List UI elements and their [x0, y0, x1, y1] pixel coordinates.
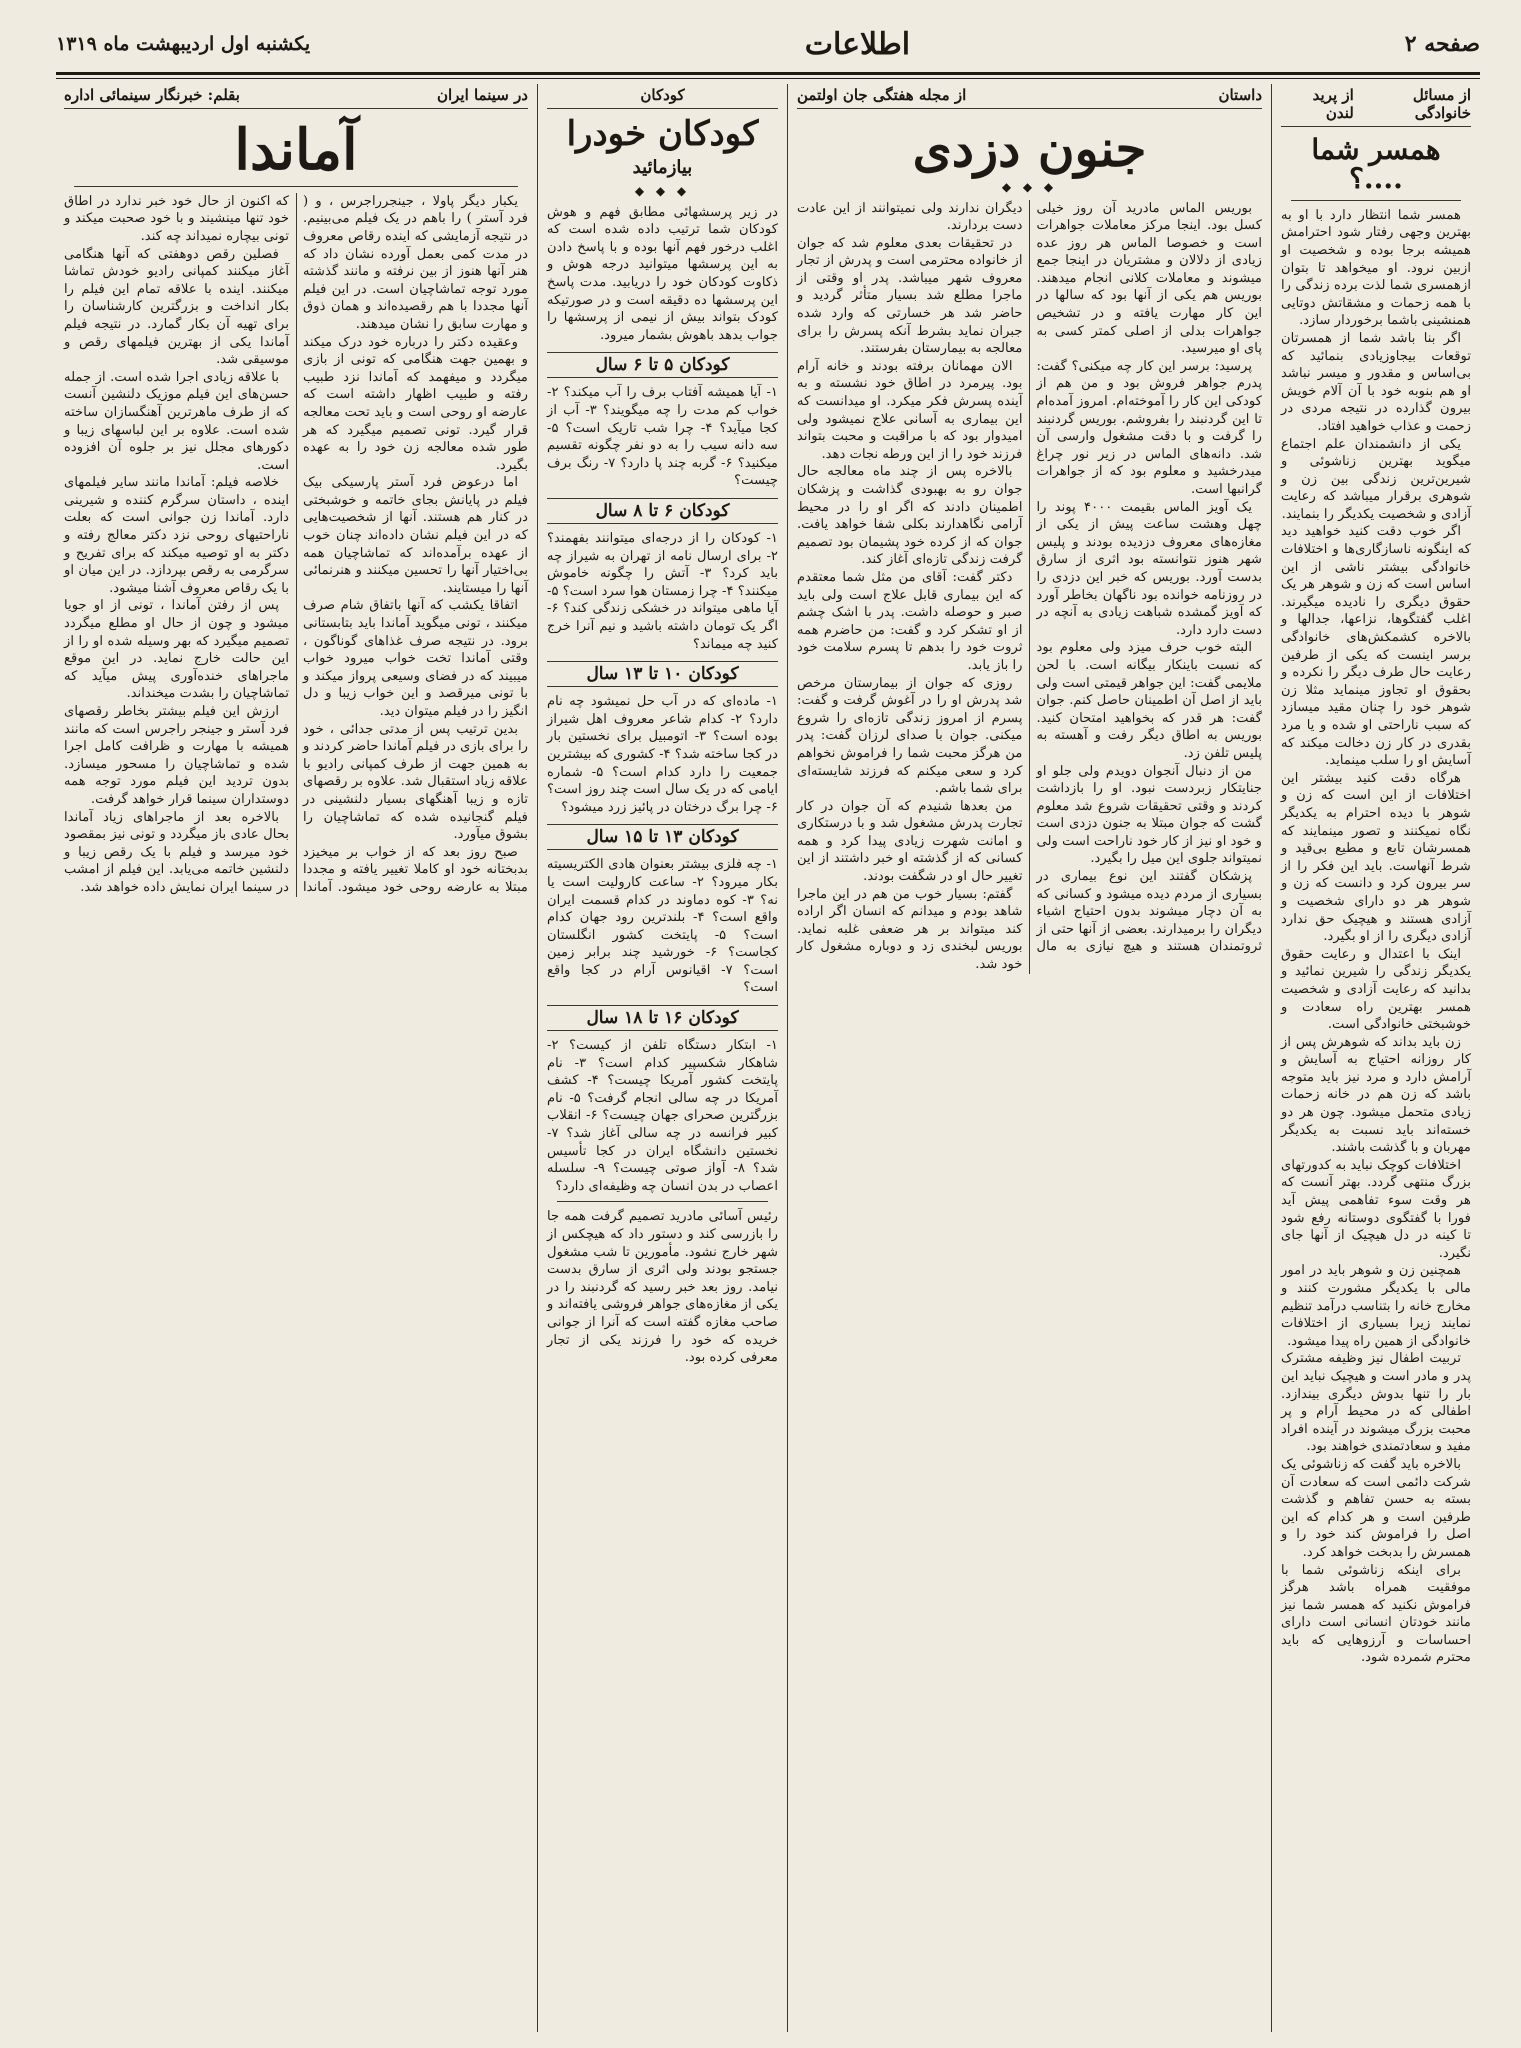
column-rule [537, 84, 538, 2032]
article-kicker [1281, 84, 1471, 127]
paragraph: یکبار دیگر پاولا ، جینجرراجرس ، و ( فرد آستر ) را باهم در یک فیلم می‌بینیم. در نتیجه آزمایشی که اینده رقاص معروف در مدت کمی بعمل آورده نشان داد که هنر آنها هنوز از بین نرفته و مانند گذشته مورد توجه تماشاچیان است. در این فیلم آنها مجددا با هم رقصیده‌اند و همان ذوق و مهارت سابق را نشان میدهند. [303, 193, 528, 332]
masthead [56, 20, 1480, 68]
quiz-questions: ۱- ماده‌ای که در آب حل نمیشود چه نام دارد؟ ۲- کدام شاعر معروف اهل شیراز بوده است؟ ۳- اتومبیل برای نخستین بار در کجا ساخته شد؟ ۴- کشوری که بیشترین جمعیت را دارد کدام است؟ ۵- شماره ایامی که در یک سال است چند روز است؟ ۶- چرا برگ درختان در پائیز زرد میشود؟ [547, 694, 779, 815]
newspaper-name: اطلاعات [804, 26, 911, 62]
article-headline: همسر شما ....؟ [1311, 133, 1441, 196]
paragraph: زن باید بداند که شوهرش پس از کار روزانه احتیاج به آسایش و آرامش دارد و مرد نیز باید متوجه باشد که زن هم در خانه زحمات زیادی متحمل میشود. چون هر دو خسته‌اند باید نسبت به یکدیگر مهربان و با گذشت باشند. [1281, 1034, 1471, 1156]
paragraph: هرگاه دقت کنید بیشتر این اختلافات از این است که زن و شوهر با دیده احترام به یکدیگر نگاه نمیکنند و تصور مینمایند که همسرشان تابع و مطیع بی‌قید و شرط آنهاست. باید این فکر را از سر بیرون کرد و دانست که زن و شوهر هر دو دارای شخصیت و آزادی هستند و هیچیک حق ندارد آزادی دیگری را از او بگیرد. [1281, 770, 1471, 945]
paragraph: بالاخره باید گفت که زناشوئی یک شرکت دائمی است که سعادت آن بسته به حسن تفاهم و گذشت طرفین است و هر کدام که این اصل را فراموش کند خود را و همسرش را بدبخت خواهد کرد. [1281, 1456, 1471, 1560]
paragraph: پرسید: برسر این کار چه میکنی؟ گفت: پدرم جواهر فروش بود و من هم از کودکی این کار را آموخته‌ام. امروز آمده‌ام تا این گردنبند را بفروشم. بوریس گردنبند را گرفت و با دقت مشغول وارسی آن شد. دانه‌های الماس در زیر نور چراغ میدرخشید و معلوم بود که از جواهرات گرانبها است. [1036, 358, 1262, 497]
divider [557, 1201, 768, 1202]
paragraph: الان مهمانان برفته بودند و خانه آرام بود. پیرمرد در اطاق خود نشسته و به آینده پسرش فکر میکرد. او میدانست که این بیماری به آسانی علاج نمیشود ولی امیدوار بود که با مراقبت و محبت بتواند فرزند خود را از این ورطه نجات دهد. [797, 358, 1023, 462]
paragraph: اختلافات کوچک نباید به کدورتهای بزرگ منتهی گردد. بهتر آنست که هر وقت سوء تفاهمی پیش آید فورا با گفتگوی دوستانه رفع شود تا کینه در دل هیچیک از آنها جای نگیرد. [1281, 1157, 1471, 1261]
paragraph: اگر خوب دقت کنید خواهید دید که اینگونه ناسازگاری‌ها و اختلافات خانوادگی بیشتر ناشی از این اساس است که زن و شوهر هر یک حقوق دیگری را نادیده میگیرند. اغلب گفتگوها، نزاعها، جدالها و بالاخره کشمکش‌های خانوادگی برسر اینست که یکی از طرفین رعایت حال طرف دیگر را نکرده و بحقوق او تجاوز مینماید مثلا زن شوهر خود را چنان مقید میسازد که سبب ناراحتی او شده و یا مرد بقدری در کار زن دخالت میکند که آسایش او را سلب مینماید. [1281, 524, 1471, 769]
quiz-questions: ۱- کودکان را از درجه‌ای میتوانند بفهمند؟ ۲- برای ارسال نامه از تهران به شیراز چه باید کرد؟ ۳- آتش را چگونه خاموش میکنند؟ ۴- چرا زمستان هوا سرد است؟ ۵- آیا ماهی میتواند در خشکی زندگی کند؟ ۶- اگر یک تومان داشته باشید و نیم آنرا خرج کنید چه میماند؟ [547, 531, 779, 652]
column-rule [787, 84, 788, 2032]
article-body [1281, 207, 1471, 1667]
paragraph: اما درعوض فرد آستر پارسیکی بیک فیلم در پایانش بجای خاتمه و خوشبختی در کنار هم هستند. آنها از شخصیت‌هایی که در این فیلم نشان داده‌اند چنان خوب از عهده برآمده‌اند که تماشاچیان همه بی‌اختیار آنها را تحسین میکنند و هنرنمائی آنها را میستایند. [303, 475, 528, 596]
issue-date: یکشنبه اول اردیبهشت ماه ۱۳۱۹ [56, 33, 311, 55]
ornament: ◆ ◆ ◆ [1001, 179, 1058, 194]
paragraph: البته خوب حرف میزد ولی معلوم بود که نسبت باینکار بیگانه است. با لحن ملایمی گفت: این جواهر قیمتی است ولی باید از اصل آن اطمینان حاصل کنم. جوان گفت: هر قدر که بخواهید امتحان کنید. بوریس به اطاق دیگر رفت و آهسته به پلیس تلفن زد. [1036, 640, 1262, 761]
paragraph: من بعدها شنیدم که آن جوان در کار تجارت پدرش مشغول شد و با درستکاری و امانت شهرت زیادی پیدا کرد و همه کسانی که از گذشته او خبر داشتند از این تغییر حال او در شگفت بودند. [797, 798, 1023, 885]
age-group-title: کودکان ۱۰ تا ۱۳ سال [547, 661, 778, 687]
paragraph: بوریس الماس مادرید آن روز خیلی کسل بود. اینجا مرکز معاملات جواهرات است و خصوصا الماس هر روز عده زیادی از دلالان و مشتریان در اینجا جمع میشوند و معاملات کلانی انجام میدهند. بوریس هم یکی از آنها بود که سالها در این کار مهارت یافته و در تشخیص جواهرات بدلی از اصلی کمتر کسی به پای او میرسید. [1036, 200, 1262, 357]
article-headline: کودکان خودرا [566, 114, 759, 154]
divider [74, 186, 518, 187]
source-label: بقلم: خبرنگار سینمائی اداره [64, 86, 240, 104]
paragraph: خلاصه فیلم: آماندا مانند سایر فیلمهای اینده ، داستان سرگرم کننده و شیرینی دارد. آماندا زن جوانی است که بعلت ناراحتیهای روحی نزد دکتر معالج رفته و دکتر به او توصیه میکند که برای تفریح و سرگرمی به رقص بپردازد. در این میان او با یک رقاص معروف آشنا میشود. [64, 475, 289, 596]
paragraph: اتفاقا یکشب که آنها باتفاق شام صرف میکنند ، تونی میگوید آماندا باید بتابستانی برود. در نتیجه صرف غذاهای گوناگون ، وقتی آماندا تخت خواب میرود خواب میبیند که در فضای وسیعی پرواز میکند و با تونی میرقصد و این خواب زیبا و دل انگیز را در فیلم میتوان دید. [303, 598, 528, 720]
ornament: ◆ ◆ ◆ [634, 183, 691, 198]
age-group-title: کودکان ۵ تا ۶ سال [547, 352, 778, 378]
paragraph: من از دنبال آنجوان دویدم ولی جلو او جنایتکار زبردست نبود. او را بازداشت کردند و وقتی تحقیقات شروع شد معلوم گشت که جوان مبتلا به جنون دزدی است و خود او نیز از کار خود ناراحت است ولی نمیتواند جلوی این میل را بگیرد. [1036, 763, 1262, 867]
quiz-questions: ۱- آیا همیشه آفتاب برف را آب میکند؟ ۲- خواب کم مدت را چه میگویند؟ ۳- آب از کجا میآید؟ ۴- چرا شب تاریک است؟ ۵- سه دانه سیب را به دو نفر چگونه تقسیم میکنید؟ ۶- گربه چند پا دارد؟ ۷- رنگ برف چیست؟ [547, 385, 779, 489]
source-label: از پرید لندن [1312, 86, 1354, 122]
paragraph: اینک با اعتدال و رعایت حقوق یکدیگر زندگی را شیرین نمائید و بدانید که رعایت آزادی و شخصیت همسر بهترین راه سعادت و خوشبختی خانوادگی است. [1281, 946, 1471, 1033]
section-label: داستان [1218, 86, 1262, 104]
article-story [789, 84, 1270, 2032]
article-body [64, 193, 528, 897]
page-number: صفحه ۲ [1404, 31, 1480, 57]
column-rule [1271, 84, 1272, 2032]
section-label: از مسائل خانوادگی [1412, 86, 1471, 122]
article-cinema [56, 84, 536, 2032]
age-group-title: کودکان ۶ تا ۸ سال [547, 498, 778, 524]
age-group-title: کودکان ۱۶ تا ۱۸ سال [547, 1005, 778, 1031]
paragraph: ارزش این فیلم بیشتر بخاطر رقصهای فرد آستر و جینجر راجرس است که مانند همیشه با مهارت و ظرافت کامل اجرا شده و تماشاچیان را مسحور میسازد. بدون تردید این فیلم مورد توجه همه دوستداران سینما قرار خواهد گرفت. [64, 704, 289, 807]
paragraph: روزی که جوان از بیمارستان مرخص شد پدرش او را در آغوش گرفت و گفت: پسرم از امروز زندگی تازه‌ای را شروع میکنی. جوان با صدای لرزان گفت: پدر من هرگز محبت شما را فراموش نخواهم کرد و سعی میکنم که فرزند شایسته‌ای برای شما باشم. [797, 675, 1023, 797]
paragraph: بالاخره پس از چند ماه معالجه حال جوان رو به بهبودی گذاشت و پزشکان اطمینان دادند که اگر او را در محیط آرامی نگاهدارند بکلی شفا خواهد یافت. جوان که از کرده خود پشیمان بود تصمیم گرفت زندگی تازه‌ای آغاز کند. [797, 464, 1023, 568]
article-body [797, 200, 1262, 974]
paragraph: تربیت اطفال نیز وظیفه مشترک پدر و مادر است و هیچیک نباید این بار را تنها بدوش دیگری بیندازد. اطفالی که در محیط آرام و پر محبت بزرگ میشوند در آینده افراد مفید و سعادتمندی خواهند بود. [1281, 1351, 1471, 1455]
masthead-rule-thin [56, 78, 1480, 79]
paragraph: فصلین رقص دوهفتی که آنها هنگامی آغاز میکنند کمپانی رادیو خودش تماشا میکنند. اینده با علاقه تمام این فیلم را بکار انداخت و بزرگترین کارشناسان را برای تهیه آن بکار گمارد. در نتیجه فیلم آماندا یکی از بهترین فیلمهای رقص و موسیقی شد. [64, 246, 289, 368]
masthead-rule [56, 72, 1480, 75]
article-subhead: بیازمائید [632, 156, 693, 178]
paragraph: همچنین زن و شوهر باید در امور مالی با یکدیگر مشورت کنند و مخارج خانه را بتناسب درآمد تنظیم نمایند زیرا بسیاری از اختلافات خانوادگی از همین راه پیدا میشود. [1281, 1263, 1471, 1349]
paragraph: یکی از دانشمندان علم اجتماع میگوید بهترین زناشوئی و شیرین‌ترین زندگی بین زن و شوهری برقرار میباشد که رعایت آزادی و شخصیت یکدیگر را بنمایند. [1281, 436, 1471, 522]
article-headline: جنون دزدی [912, 119, 1147, 178]
paragraph: یک آویز الماس بقیمت ۴۰۰۰ پوند را چهل وهشت ساعت پیش از یکی از مغازه‌های معروف دزدیده بودند و پلیس شهر هنوز نتوانسته بود اثری از سارق بدست آورد. بوریس که خبر این دزدی را در روزنامه خوانده بود ناگهان بخاطر آورد که آویز گمشده شباهت زیادی به آنچه در دست دارد دارد. [1036, 499, 1262, 638]
paragraph: بدین ترتیب پس از مدتی جدائی ، خود را برای بازی در فیلم آماندا حاضر کردند و به همین جهت از طرف کمپانی رادیو با علاقه زیاد استقبال شد. علاوه بر رقصهای تازه و زیبا آهنگهای بسیار دلنشینی در فیلم گنجانیده شده که تماشاچیان را بشوق میآورد. [303, 721, 528, 843]
article-kicker [797, 84, 1262, 109]
section-label: در سینما ایران [436, 86, 528, 104]
paragraph: گفتم: بسیار خوب من هم در این ماجرا شاهد بودم و میدانم که انسان اگر اراده کند میتواند بر هر ضعفی غلبه نماید. بوریس لبخندی زد و دوباره مشغول کار خود شد. [797, 886, 1023, 973]
paragraph: همسر شما انتظار دارد با او به بهترین وجهی رفتار شود احترامش همیشه برجا بوده و شخصیت او ازبین نرود. او میخواهد تا بتوان ازهمسری شما لذت برده زندگی را با همه زحمات و مشقاتش دوتایی همنشینی باشما برخوردار سازد. [1281, 207, 1471, 329]
article-kicker [64, 84, 528, 109]
paragraph: دکتر گفت: آقای من مثل شما معتقدم که این بیماری قابل علاج است ولی باید صبر و حوصله داشت. پدر با اشک چشم از او تشکر کرد و گفت: من حاضرم همه ثروت خود را بدهم تا پسرم سلامت خود را باز یابد. [797, 569, 1023, 673]
source-label: از مجله هفتگی جان اولتمن [797, 86, 967, 104]
paragraph: بالاخره بعد از ماجراهای زیاد آماندا بحال عادی باز میگردد و تونی نیز بمقصود خود میرسد و فیلم با یک رقص زیبا و دلنشین خاتمه می‌یابد. این فیلم از امشب در سینما ایران نمایش داده خواهد شد. [64, 809, 289, 895]
article-headline: آماندا [234, 117, 358, 183]
age-group-title: کودکان ۱۳ تا ۱۵ سال [547, 824, 778, 850]
article-continuation: رئیس آسائی مادرید تصمیم گرفت همه جا را بازرسی کند و دستور داد که هیچکس از شهر خارج نشود. مأمورین تا شب مشغول جستجو بودند ولی اثری از سارق بدست نیامد. روز بعد خبر رسید که گردنبند را در یکی از مغازه‌های جواهر فروشی یافته‌اند و صاحب مغازه گفته است که آنرا از جوانی خریده که خود را فرزند یکی از تجار معرفی کرده بود. [547, 1209, 778, 1366]
quiz-questions: ۱- چه فلزی بیشتر بعنوان هادی الکتریسیته بکار میرود؟ ۲- ساعت کارولیت است یا نه؟ ۳- کوه دماوند در کدام قسمت ایران واقع است؟ ۴- بلندترین رود جهان کدام است؟ ۵- پایتخت کشور انگلستان کجاست؟ ۶- خورشید چند برابر زمین است؟ ۷- اقیانوس آرام در کجا واقع است؟ [547, 857, 779, 996]
section-label: کودکان [640, 86, 685, 104]
paragraph: اگر بنا باشد شما از همسرتان توقعات بیجاوزیادی بنمائید که بی‌اساس و مقدور و میسر نباشد او هم بنوبه خود با آن آلام خویش بیرون گذارده در نتیجه مردی در زحمت و عذاب خواهید افتاد. [1281, 330, 1471, 434]
paragraph: برای اینکه زناشوئی شما با موفقیت همراه باشد هرگز فراموش نکنید که همسر شما نیز مانند خودتان انسانی است دارای احساسات و آرزوهایی که باید محترم شمرده شود. [1281, 1562, 1471, 1666]
divider [1291, 200, 1461, 201]
paragraph: پزشکان گفتند این نوع بیماری در بسیاری از مردم دیده میشود و کسانی که به آن دچار میشوند بدون احتیاج اشیاء دیگران را برمیدارند. بعضی از آنها حتی از ثروتمندان هستند و هیچ نیازی به مال دیگران ندارند ولی نمیتوانند از این عادت دست بردارند. [797, 200, 1262, 955]
paragraph: پس از رفتن آماندا ، تونی از او جویا میشود و چون از حال او مطلع میگردد تصمیم میگیرد که بهر وسیله شده او را از این حالت خارج نماید. در این موقع ماجراهای خنده‌آوری پیش میآید که تماشاچیان را بشدت میخنداند. [64, 598, 289, 702]
paragraph: صبح روز بعد که از خواب بر میخیزد بدبختانه خود او کاملا تغییر یافته و مجددا مبتلا به عارضه روحی خود میشود. آماندا که اکنون از حال خود خبر ندارد در اطاق خود تنها مینشیند و با خود صحبت میکند و تونی بیچاره نمیداند چه کند. [64, 193, 528, 895]
paragraph: با علاقه زیادی اجرا شده است. از جمله حسن‌های این فیلم موزیک دلنشین آنست که از طرف ماهرترین آهنگسازان ساخته شده است. علاوه بر این لباسهای زیبا و دکورهای مجلل نیز بر جلوه آن افزوده است. [64, 369, 289, 473]
quiz-groups [547, 352, 778, 1195]
article-family [1273, 84, 1479, 2032]
quiz-questions: ۱- ابتکار دستگاه تلفن از کیست؟ ۲- شاهکار شکسپیر کدام است؟ ۳- نام پایتخت کشور آمریکا چیست؟ ۴- کشف آمریکا در چه سالی انجام گرفت؟ ۵- نام بزرگترین صحرای جهان چیست؟ ۶- انقلاب کبیر فرانسه در چه سالی آغاز شد؟ ۷- نخستین دانشگاه ایران در کجا تأسیس شد؟ ۸- آواز صوتی چیست؟ ۹- سلسله اعصاب در بدن انسان چه وظیفه‌ای دارد؟ [547, 1038, 779, 1194]
article-kicker [547, 84, 778, 109]
article-children [539, 84, 786, 2032]
paragraph: در تحقیقات بعدی معلوم شد که جوان از خانواده محترمی است و پدرش از تجار معروف شهر میباشد. پدر او وقتی از ماجرا مطلع شد بسیار متأثر گردید و حاضر شد هر خسارتی که وارد شده جبران نماید بشرط آنکه پسرش را برای معالجه به بیمارستان بفرستند. [797, 235, 1023, 357]
article-intro: در زیر پرسشهائی مطابق فهم و هوش کودکان شما ترتیب داده شده است که اغلب درخور فهم آنها بوده و با پاسخ دادن به این پرسشها میتوانید درجه هوش و ذکاوت کودکان خود را دریابید. مدت پاسخ این پرسشها ده دقیقه است و در صورتیکه کودک بتواند بیش از نیمی از پرسشها را جواب بدهد باهوش بشمار میرود. [547, 204, 778, 343]
paragraph: وعقیده دکتر را درباره خود درک میکند و بهمین جهت هنگامی که تونی از بازی میگردد و میفهمد که آماندا نزد طبیب رفته و طبیب اظهار داشته است که عارضه او روحی است و باید تحت معالجه قرار گیرد. تونی تصمیم میگیرد که هر طور شده معالجه زن خود را به عهده بگیرد. [303, 334, 528, 473]
